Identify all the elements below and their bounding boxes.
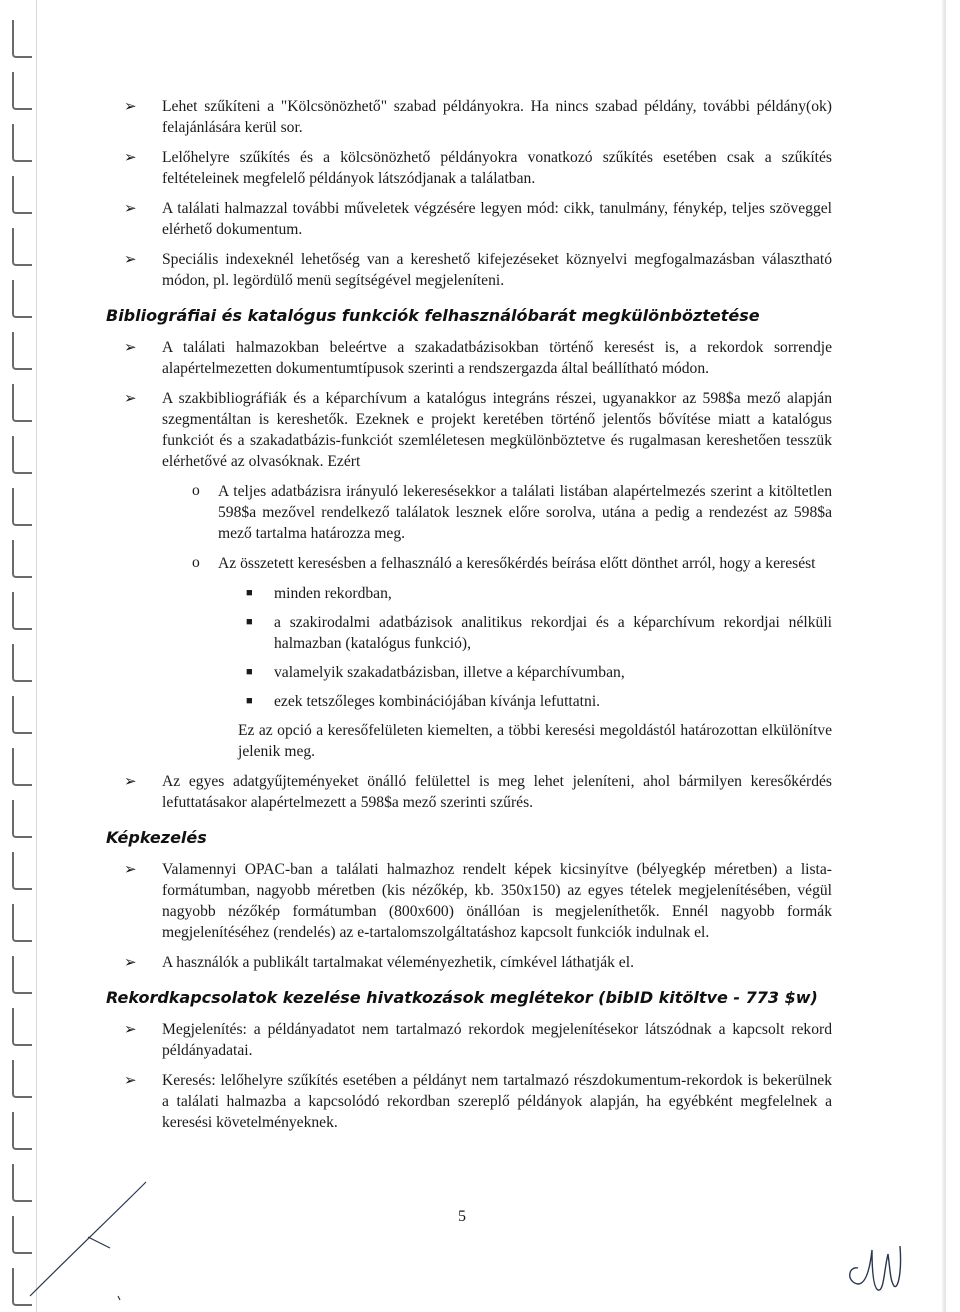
arrow-bullet-icon: ➢ [124,97,137,115]
bullet-text: Az összetett keresésben a felhasználó a keresőkérdés beírása előtt dönthet arról, hogy a keresést [218,555,816,572]
bullet-text: minden rekordban, [274,585,392,602]
arrow-bullet-icon: ➢ [124,148,137,166]
square-bullet-icon: ■ [246,695,253,707]
bullet-text: A találati halmazokban beleértve a szakadatbázisokban történő keresést is, a rekordok sorrendje alapértelmezetten dokumentumtípusok szerinti a rendszergazda által beállítható módon. [162,339,832,377]
bullet-text: A használók a publikált tartalmakat véleményezhetik, címkével láthatják el. [162,954,634,971]
square-bullet-icon: ■ [246,616,253,628]
section-heading: Bibliográfiai és katalógus funkciók felhasználóbarát megkülönböztetése [106,306,760,325]
bullet-text: Megjelenítés: a példányadatot nem tartalmazó rekordok megjelenítésekor látszódnak a kapcsolt rekord példányadatai. [162,1021,832,1059]
arrow-bullet-icon: ➢ [124,1020,137,1038]
pen-dot-icon [118,1296,120,1300]
bullet-text: Lelőhelyre szűkítés és a kölcsönözhető példányokra vonatkozó szűkítés esetében csak a szűkítés feltételeinek megfelelő példányok látszódjanak a találatban. [162,149,832,187]
bullet-text: ezek tetszőleges kombinációjában kívánja lefuttatni. [274,693,601,710]
arrow-bullet-icon: ➢ [124,389,137,407]
arrow-bullet-icon: ➢ [124,250,137,268]
square-bullet-icon: ■ [246,587,253,599]
arrow-bullet-icon: ➢ [124,199,137,217]
arrow-bullet-icon: ➢ [124,1071,137,1089]
bullet-text: A szakbibliográfiák és a képarchívum a katalógus integráns részei, ugyanakkor az 598$a mező alapján szegmentáltan is kereshetők. Ezeknek e projekt keretében történő jelentős bővítése miatt a katalógus funkciót és a szakadatbázis-funkciót szemléletesen megkülönböztetve és rugalmasan kereshetően tesszük elérhetővé az olvasóknak. Ezért [162,390,832,470]
square-bullet-icon: ■ [246,666,253,678]
pen-stroke-tick-icon [88,1237,110,1248]
circle-bullet-icon: o [192,482,200,499]
bullet-text: Keresés: lelőhelyre szűkítés esetében a példányt nem tartalmazó részdokumentum-rekordok is bekerülnek a találati halmazba a kapcsolódó rekordban szereplő példányok alapján, ha egyébként megfelelnek a keresési követelményeknek. [162,1072,832,1131]
circle-bullet-icon: o [192,554,200,571]
bullet-text: Lehet szűkíteni a "Kölcsönözhető" szabad példányokra. Ha nincs szabad példány, további példány(ok) felajánlására kerül sor. [162,98,832,136]
bullet-text: valamelyik szakadatbázisban, illetve a képarchívumban, [274,664,625,681]
bullet-text: a szakirodalmi adatbázisok analitikus rekordjai és a képarchívum rekordjai nélküli halmazban (katalógus funkció), [274,614,832,652]
bullet-text: A találati halmazzal további műveletek végzésére legyen mód: cikk, tanulmány, fénykép, teljes szöveggel elérhető dokumentum. [162,200,832,238]
pen-stroke-line-icon [30,1182,146,1296]
bullet-text: Speciális indexeknél lehetőség van a kereshető kifejezéseket köznyelvi megfogalmazásban választható módon, pl. legördülő menü segítségével megjeleníteni. [162,251,832,289]
arrow-bullet-icon: ➢ [124,953,137,971]
arrow-bullet-icon: ➢ [124,860,137,878]
bullet-text: Valamennyi OPAC-ban a találati halmazhoz rendelt képek kicsinyítve (bélyegkép méretben) a lista-formátumban, nagyobb méretben (kis nézőkép, kb. 350x150) az egyes tételek megjelenítésében, végül nagyobb nézőkép formátumban (800x600) önállóan is megjeleníthetők. Ennél nagyobb formák megjelenítéséhez (rendelés) az e-tartalomszolgáltatáshoz kapcsolt funkciók indulnak el. [162,861,832,941]
arrow-bullet-icon: ➢ [124,338,137,356]
arrow-bullet-icon: ➢ [124,772,137,790]
handwritten-initials-icon [850,1246,901,1290]
bullet-text: Az egyes adatgyűjteményeket önálló felülettel is meg lehet jeleníteni, ahol bármilyen keresőkérdés lefuttatásakor alapértelmezett a 598$a mező szerinti szűrés. [162,773,832,811]
section-heading: Rekordkapcsolatok kezelése hivatkozások meglétekor (bibID kitöltve - 773 $w) [106,988,818,1007]
note-paragraph: Ez az opció a keresőfelületen kiemelten, a többi keresési megoldástól határozottan elkülönítve jelenik meg. [238,722,832,760]
section-heading: Képkezelés [106,828,207,847]
bullet-text: A teljes adatbázisra irányuló lekeresésekkor a találati listában alapértelmezés szerint a kitöltetlen 598$a mezővel rendelkező találatok lesznek előre sorolva, utána a pedig a rendezést az 598$a mező tartalma határozza meg. [218,483,832,542]
page-number: 5 [458,1208,466,1225]
